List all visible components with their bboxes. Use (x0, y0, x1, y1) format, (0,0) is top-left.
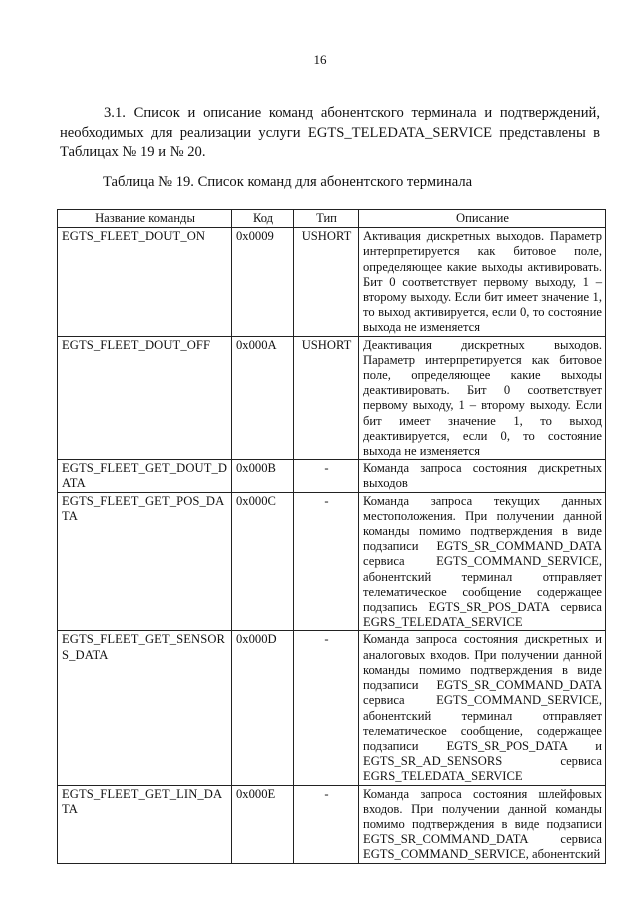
command-description: Команда запроса текущих данных местоположения. При получении данной команды помимо подтверждения в виде подзаписи EGTS_SR_COMMAND_DATA сервиса EGTS_COMMAND_SERVICE, абонентский терминал отправляет телематическое сообщение содержащее подзапись EGTS_SR_POS_DATA сервиса EGRS_TELEDATA_SERVICE (359, 492, 606, 631)
table-row (58, 631, 606, 785)
command-name: EGTS_FLEET_GET_DOUT_DATA (58, 460, 232, 492)
table-caption: Таблица № 19. Список команд для абонентского терминала (103, 174, 473, 190)
command-name: EGTS_FLEET_DOUT_ON (58, 228, 232, 336)
header-description: Описание (359, 210, 606, 228)
command-name: EGTS_FLEET_GET_LIN_DATA (58, 785, 232, 863)
table-row (58, 460, 606, 492)
command-description: Активация дискретных выходов. Параметр интерпретируется как битовое поле, определяющее какие выходы активировать. Бит 0 соответствует первому выходу, 1 – второму выходу. Если бит имеет значение 1, то выход активируется, если 0, то состояние выхода не изменяется (359, 228, 606, 336)
intro-text: 3.1. Список и описание команд абонентского терминала и подтверждений, необходимых для реализации услуги EGTS_TELEDATA_SERVICE представлены в Таблицах № 19 и № 20. (60, 105, 600, 160)
command-code: 0x000B (232, 460, 294, 492)
command-description: Деактивация дискретных выходов. Параметр интерпретируется как битовое поле, определяющее какие выходы деактивировать. Бит 0 соответствует первому выходу, 1 – второму выходу. Если бит имеет значение 1, то выход деактивируется, если 0, то состояние выхода не изменяется (359, 336, 606, 460)
table-row (58, 336, 606, 460)
header-type: Тип (294, 210, 359, 228)
command-code: 0x000A (232, 336, 294, 460)
command-description: Команда запроса состояния дискретных и аналоговых входов. При получении данной команды помимо подтверждения в виде подзаписи EGTS_SR_COMMAND_DATA сервиса EGTS_COMMAND_SERVICE, абонентский терминал отправляет телематическое сообщение, содержащее подзаписи EGTS_SR_POS_DATA и EGTS_SR_AD_SENSORS сервиса EGRS_TELEDATA_SERVICE (359, 631, 606, 785)
command-type: - (294, 460, 359, 492)
command-type: USHORT (294, 228, 359, 336)
table-row (58, 492, 606, 631)
table-row (58, 228, 606, 336)
command-type: - (294, 492, 359, 631)
header-code: Код (232, 210, 294, 228)
command-name: EGTS_FLEET_GET_SENSORS_DATA (58, 631, 232, 785)
command-description: Команда запроса состояния шлейфовых входов. При получении данной команды помимо подтверждения в виде подзаписи EGTS_SR_COMMAND_DATA сервиса EGTS_COMMAND_SERVICE, абонентский (359, 785, 606, 863)
command-code: 0x000D (232, 631, 294, 785)
table-header-row (58, 210, 606, 228)
command-type: - (294, 631, 359, 785)
command-code: 0x0009 (232, 228, 294, 336)
command-type: USHORT (294, 336, 359, 460)
command-description: Команда запроса состояния дискретных выходов (359, 460, 606, 492)
intro-paragraph (60, 104, 600, 163)
command-type: - (294, 785, 359, 863)
command-name: EGTS_FLEET_GET_POS_DATA (58, 492, 232, 631)
command-code: 0x000E (232, 785, 294, 863)
header-name: Название команды (58, 210, 232, 228)
command-name: EGTS_FLEET_DOUT_OFF (58, 336, 232, 460)
command-code: 0x000C (232, 492, 294, 631)
table-row (58, 785, 606, 863)
page-number: 16 (313, 52, 327, 67)
commands-table (57, 209, 606, 864)
